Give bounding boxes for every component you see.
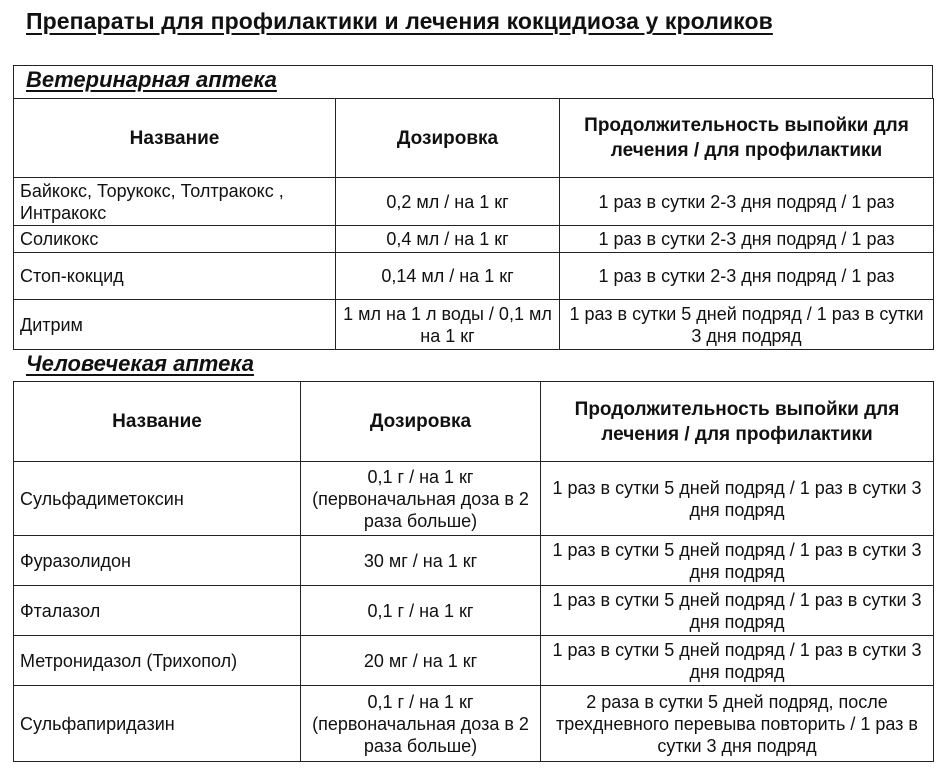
drug-name: Фталазол [14,586,301,636]
drug-duration: 1 раз в сутки 2-3 дня подряд / 1 раз [560,178,934,226]
table-row [14,586,934,636]
drug-dose: 0,4 мл / на 1 кг [336,226,560,253]
vet-section-title: Ветеринарная аптека [26,67,277,92]
drug-name: Стоп-кокцид [14,253,336,300]
human-pharmacy-table [13,381,934,762]
drug-name: Дитрим [14,300,336,350]
drug-duration: 1 раз в сутки 5 дней подряд / 1 раз в сутки 3 дня подряд [541,462,934,536]
table-row [14,462,934,536]
drug-dose: 1 мл на 1 л воды / 0,1 мл на 1 кг [336,300,560,350]
table-row [14,636,934,686]
drug-dose: 20 мг / на 1 кг [301,636,541,686]
drug-duration: 1 раз в сутки 5 дней подряд / 1 раз в сутки 3 дня подряд [541,636,934,686]
drug-duration: 1 раз в сутки 5 дней подряд / 1 раз в сутки 3 дня подряд [541,586,934,636]
header-dose: Дозировка [336,99,560,178]
table-header-row [14,382,934,462]
table-row [14,300,934,350]
header-name: Название [14,99,336,178]
vet-section-frame-right [932,65,933,98]
vet-section-frame [13,65,933,66]
drug-name: Фуразолидон [14,536,301,586]
drug-name: Сульфадиметоксин [14,462,301,536]
drug-dose: 30 мг / на 1 кг [301,536,541,586]
page-title: Препараты для профилактики и лечения кокцидиоза у кроликов [26,8,773,34]
drug-dose: 0,14 мл / на 1 кг [336,253,560,300]
drug-name: Байкокс, Торукокс, Толтракокс , Интракокс [14,178,336,226]
human-section-title: Человечекая аптека [26,351,254,376]
drug-name: Метронидазол (Трихопол) [14,636,301,686]
drug-dose: 0,2 мл / на 1 кг [336,178,560,226]
vet-pharmacy-table [13,98,934,350]
drug-duration: 1 раз в сутки 5 дней подряд / 1 раз в сутки 3 дня подряд [541,536,934,586]
header-duration: Продолжительность выпойки для лечения / для профилактики [560,99,934,178]
drug-duration: 1 раз в сутки 2-3 дня подряд / 1 раз [560,253,934,300]
table-row [14,226,934,253]
header-dose: Дозировка [301,382,541,462]
drug-dose: 0,1 г / на 1 кг [301,586,541,636]
drug-duration: 1 раз в сутки 2-3 дня подряд / 1 раз [560,226,934,253]
drug-dose: 0,1 г / на 1 кг (первоначальная доза в 2 раза больше) [301,462,541,536]
table-row [14,536,934,586]
drug-name: Соликокс [14,226,336,253]
drug-dose: 0,1 г / на 1 кг (первоначальная доза в 2 раза больше) [301,686,541,762]
table-header-row [14,99,934,178]
drug-duration: 2 раза в сутки 5 дней подряд, после трехдневного перевыва повторить / 1 раз в сутки 3 дня подряд [541,686,934,762]
drug-name: Сульфапиридазин [14,686,301,762]
header-name: Название [14,382,301,462]
table-row [14,178,934,226]
vet-section-frame-left [13,65,14,98]
table-row [14,686,934,762]
drug-duration: 1 раз в сутки 5 дней подряд / 1 раз в сутки 3 дня подряд [560,300,934,350]
header-duration: Продолжительность выпойки для лечения / для профилактики [541,382,934,462]
table-row [14,253,934,300]
